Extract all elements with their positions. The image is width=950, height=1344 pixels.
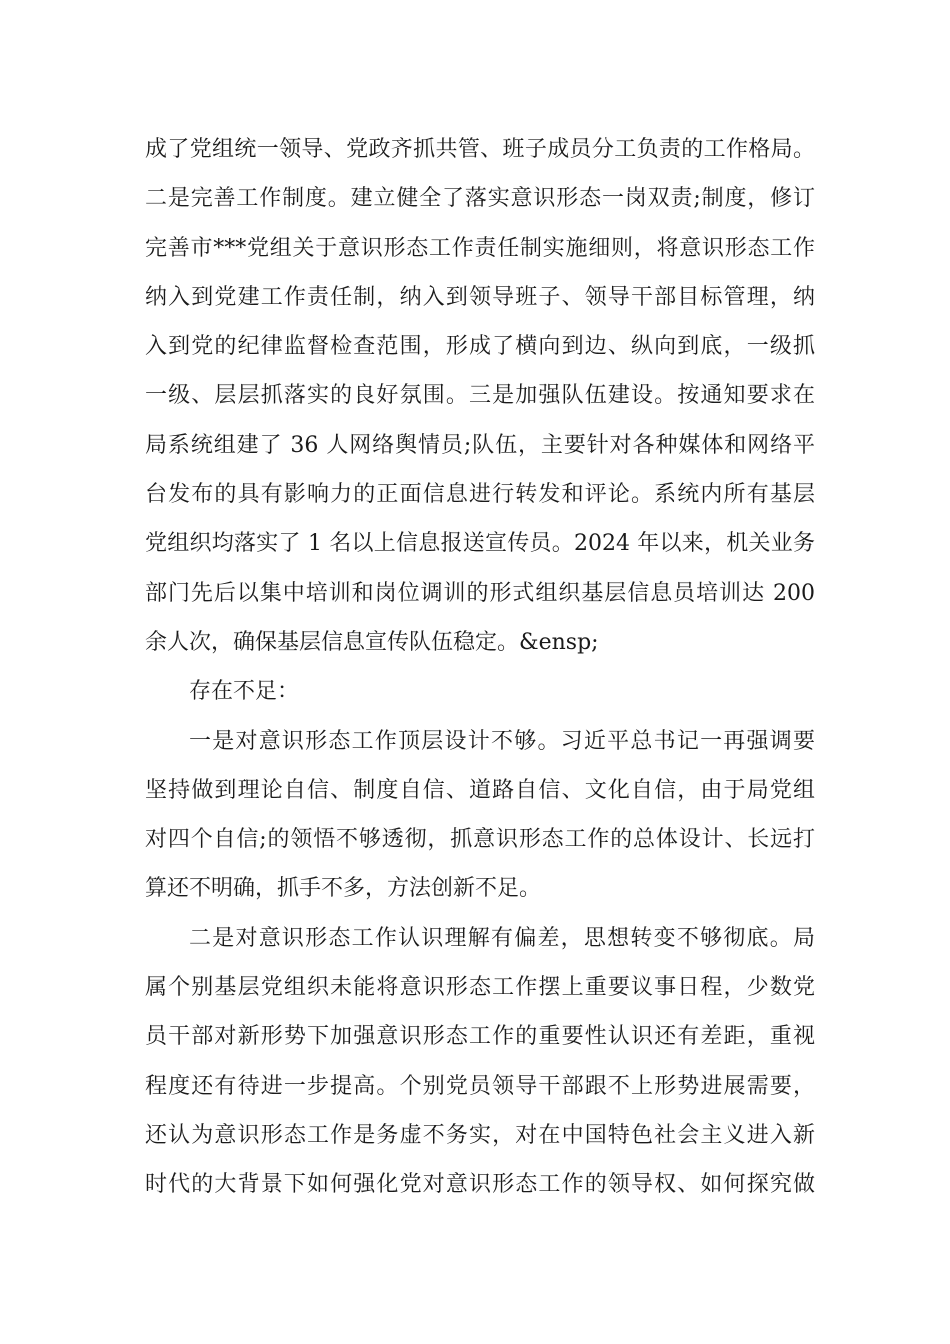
text-line: 还认为意识形态工作是务虚不务实，对在中国特色社会主义进入新 — [145, 1122, 815, 1148]
text-line: 完善市***党组关于意识形态工作责任制实施细则，将意识形态工作 — [145, 235, 815, 261]
text-line: 局系统组建了 36 人网络舆情员;队伍，主要针对各种媒体和网络平 — [145, 432, 815, 458]
text-line: 纳入到党建工作责任制，纳入到领导班子、领导干部目标管理，纳 — [145, 284, 815, 310]
text-line: 程度还有待进一步提高。个别党员领导干部跟不上形势进展需要， — [145, 1073, 815, 1099]
text-line: 一是对意识形态工作顶层设计不够。习近平总书记一再强调要 — [189, 728, 815, 754]
text-line: 时代的大背景下如何强化党对意识形态工作的领导权、如何探究做 — [145, 1172, 815, 1198]
text-line: 党组织均落实了 1 名以上信息报送宣传员。2024 年以来，机关业务 — [145, 531, 815, 557]
text-line: 入到党的纪律监督检查范围，形成了横向到边、纵向到底，一级抓 — [145, 334, 815, 360]
text-line: 算还不明确，抓手不多，方法创新不足。 — [145, 876, 542, 902]
section-heading: 存在不足： — [189, 679, 300, 705]
text-line: 二是完善工作制度。建立健全了落实意识形态一岗双责;制度，修订 — [145, 186, 815, 212]
text-line: 部门先后以集中培训和岗位调训的形式组织基层信息员培训达 200 — [145, 580, 815, 606]
document-body — [145, 125, 815, 1210]
text-line: 员干部对新形势下加强意识形态工作的重要性认识还有差距，重视 — [145, 1024, 815, 1050]
text-line: 坚持做到理论自信、制度自信、道路自信、文化自信，由于局党组 — [145, 777, 815, 803]
text-line: 对四个自信;的领悟不够透彻，抓意识形态工作的总体设计、长远打 — [145, 827, 815, 853]
text-line: 成了党组统一领导、党政齐抓共管、班子成员分工负责的工作格局。 — [145, 137, 815, 162]
text-line: 属个别基层党组织未能将意识形态工作摆上重要议事日程，少数党 — [145, 975, 815, 1001]
text-line: 台发布的具有影响力的正面信息进行转发和评论。系统内所有基层 — [145, 482, 815, 508]
text-line: 余人次，确保基层信息宣传队伍稳定。&ensp; — [145, 629, 599, 655]
text-line: 一级、层层抓落实的良好氛围。三是加强队伍建设。按通知要求在 — [145, 383, 815, 409]
text-line: 二是对意识形态工作认识理解有偏差，思想转变不够彻底。局 — [189, 925, 815, 951]
